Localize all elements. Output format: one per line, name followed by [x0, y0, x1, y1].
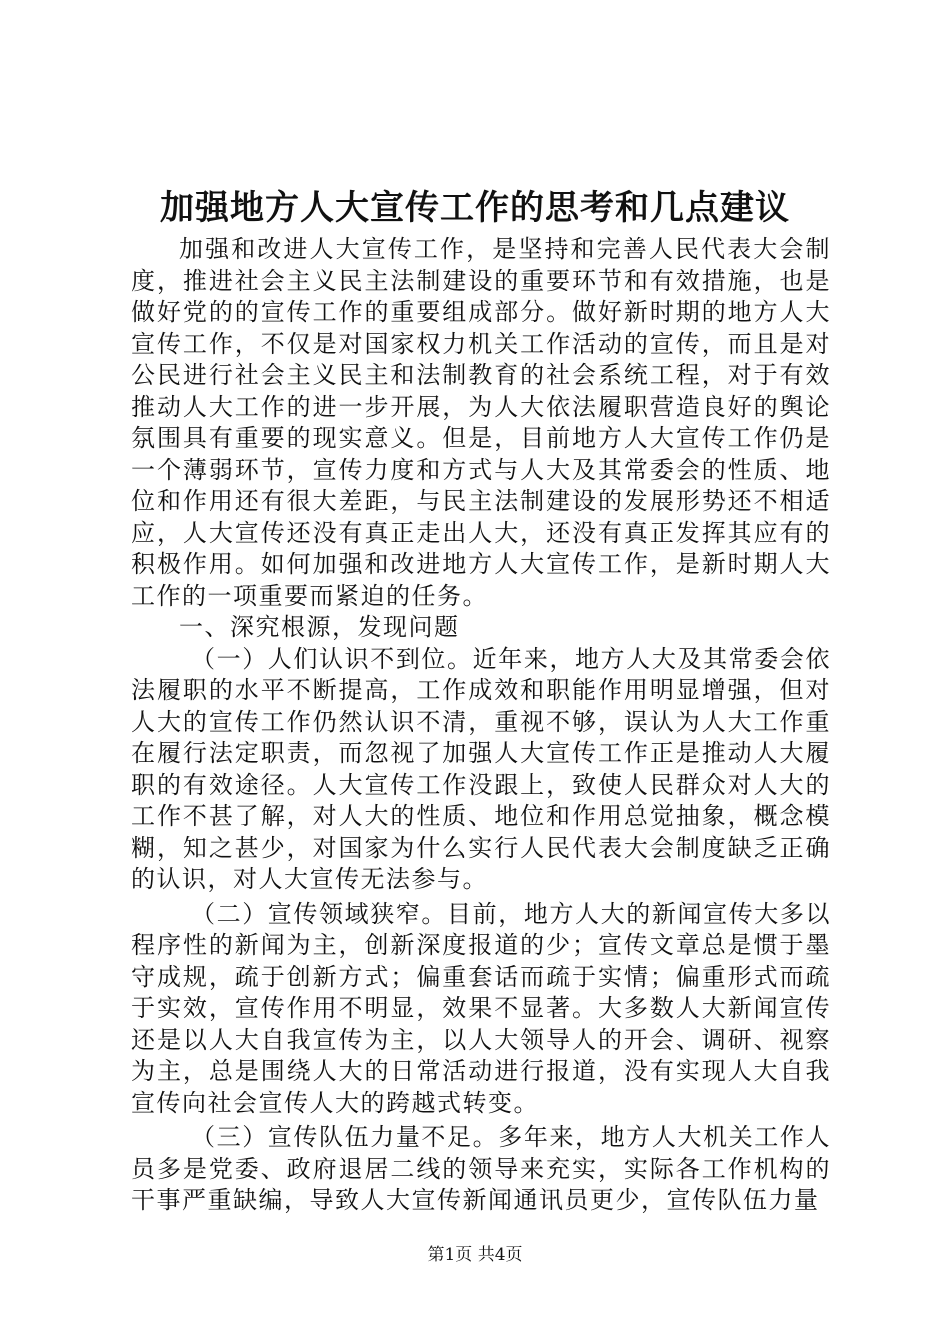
- document-body: [131, 234, 831, 1217]
- subsection-paragraph-3: （三）宣传队伍力量不足。多年来，地方人大机关工作人员多是党委、政府退居二线的领导来充实，实际各工作机构的干事严重缺编，导致人大宣传新闻通讯员更少，宣传队伍力量: [131, 1123, 831, 1214]
- document-title: 加强地方人大宣传工作的思考和几点建议: [160, 188, 790, 228]
- subsection-paragraph-2: （二）宣传领域狭窄。目前，地方人大的新闻宣传大多以程序性的新闻为主，创新深度报道的少；宣传文章总是惯于墨守成规，疏于创新方式；偏重套话而疏于实情；偏重形式而疏于实效，宣传作用不明显，效果不显著。大多数人大新闻宣传还是以人大自我宣传为主，以人大领导人的开会、调研、视察为主，总是围绕人大的日常活动进行报道，没有实现人大自我宣传向社会宣传人大的跨越式转变。: [131, 899, 831, 1117]
- section-heading: 一、深究根源，发现问题: [179, 613, 460, 641]
- page-footer: 第1页 共4页: [427, 1245, 523, 1265]
- subsection-paragraph-1: （一）人们认识不到位。近年来，地方人大及其常委会依法履职的水平不断提高，工作成效和职能作用明显增强，但对人大的宣传工作仍然认识不清，重视不够，误认为人大工作重在履行法定职责，而忽视了加强人大宣传工作正是推动人大履职的有效途径。人大宣传工作没跟上，致使人民群众对人大的工作不甚了解，对人大的性质、地位和作用总觉抽象，概念模糊，知之甚少，对国家为什么实行人民代表大会制度缺乏正确的认识，对人大宣传无法参与。: [131, 644, 831, 893]
- intro-paragraph: 加强和改进人大宣传工作，是坚持和完善人民代表大会制度，推进社会主义民主法制建设的重要环节和有效措施，也是做好党的的宣传工作的重要组成部分。做好新时期的地方人大宣传工作，不仅是对国家权力机关工作活动的宣传，而且是对公民进行社会主义民主和法制教育的社会系统工程，对于有效推动人大工作的进一步开展，为人大依法履职营造良好的舆论氛围具有重要的现实意义。但是，目前地方人大宣传工作仍是一个薄弱环节，宣传力度和方式与人大及其常委会的性质、地位和作用还有很大差距，与民主法制建设的发展形势还不相适应，人大宣传还没有真正走出人大，还没有真正发挥其应有的积极作用。如何加强和改进地方人大宣传工作，是新时期人大工作的一项重要而紧迫的任务。: [131, 235, 831, 610]
